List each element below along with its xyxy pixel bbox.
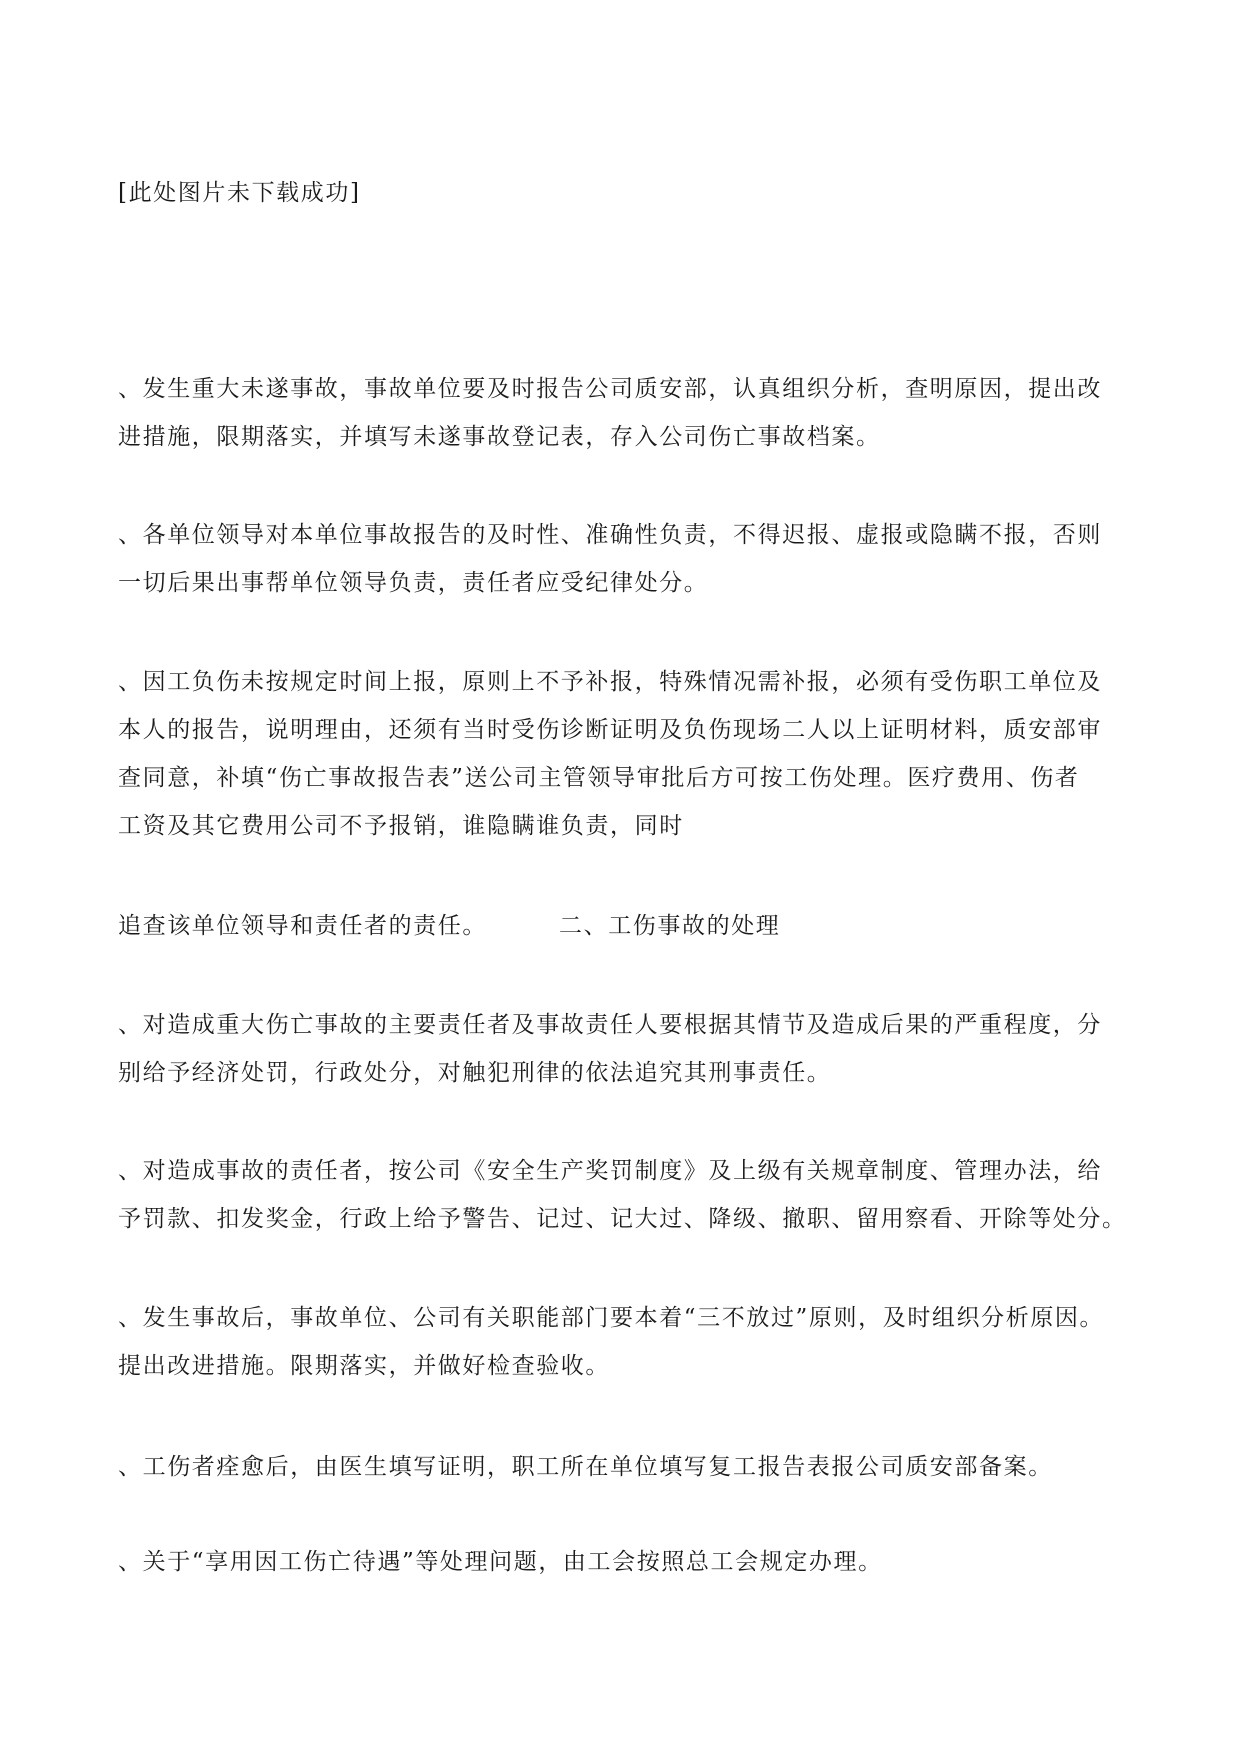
paragraph-line: 、工伤者痊愈后，由医生填写证明，职工所在单位填写复工报告表报公司质安部备案。 (118, 1454, 1053, 1480)
paragraph-line: 、因工负伤未按规定时间上报，原则上不予补报，特殊情况需补报，必须有受伤职工单位及 (118, 669, 1102, 695)
paragraph-line: 提出改进措施。限期落实，并做好检查验收。 (118, 1353, 610, 1379)
paragraph-line: 、关于“享用因工伤亡待遇”等处理问题，由工会按照总工会规定办理。 (118, 1549, 883, 1575)
paragraph-leader-responsibility (118, 511, 1148, 607)
paragraph-line: 查同意，补填“伤亡事故报告表”送公司主管领导审批后方可按工伤处理。医疗费用、伤者 (118, 765, 1080, 791)
paragraph-line: 、发生事故后，事故单位、公司有关职能部门要本着“三不放过”原则，及时组织分析原因。 (118, 1305, 1105, 1331)
image-placeholder-text: [此处图片未下载成功] (118, 180, 361, 206)
paragraph-line: 予罚款、扣发奖金，行政上给予警告、记过、记大过、降级、撤职、留用察看、开除等处分。 (118, 1206, 1127, 1232)
paragraph-line-with-heading (118, 902, 1148, 950)
paragraph-major-accident-penalty (118, 1001, 1148, 1097)
paragraph-line: 追查该单位领导和责任者的责任。 (118, 913, 487, 939)
paragraph-line: 工资及其它费用公司不予报销，谁隐瞒谁负责，同时 (118, 813, 684, 839)
paragraph-line: 、发生重大未遂事故，事故单位要及时报告公司质安部，认真组织分析，查明原因，提出改 (118, 376, 1102, 402)
missing-image-placeholder (118, 169, 1148, 217)
paragraph-unsuccessful-accident-report (118, 365, 1148, 461)
paragraph-line: 本人的报告，说明理由，还须有当时受伤诊断证明及负伤现场二人以上证明材料，质安部审 (118, 717, 1102, 743)
paragraph-accountability-and-section-heading (118, 902, 1148, 950)
paragraph-post-accident-analysis (118, 1294, 1148, 1390)
paragraph-responsible-party-penalty (118, 1147, 1148, 1243)
paragraph-line: 、对造成重大伤亡事故的主要责任者及事故责任人要根据其情节及造成后果的严重程度，分 (118, 1012, 1102, 1038)
paragraph-late-injury-report (118, 658, 1148, 850)
section-heading: 二、工伤事故的处理 (559, 913, 781, 939)
paragraph-line: 一切后果出事帮单位领导负责，责任者应受纪律处分。 (118, 570, 709, 596)
paragraph-return-to-work (118, 1443, 1148, 1491)
paragraph-line: 、对造成事故的责任者，按公司《安全生产奖罚制度》及上级有关规章制度、管理办法，给 (118, 1158, 1102, 1184)
paragraph-line: 、各单位领导对本单位事故报告的及时性、准确性负责，不得迟报、虚报或隐瞒不报，否则 (118, 522, 1102, 548)
paragraph-work-injury-benefits (118, 1538, 1148, 1586)
paragraph-line: 别给予经济处罚，行政处分，对触犯刑律的依法追究其刑事责任。 (118, 1060, 832, 1086)
paragraph-line: 进措施，限期落实，并填写未遂事故登记表，存入公司伤亡事故档案。 (118, 424, 881, 450)
